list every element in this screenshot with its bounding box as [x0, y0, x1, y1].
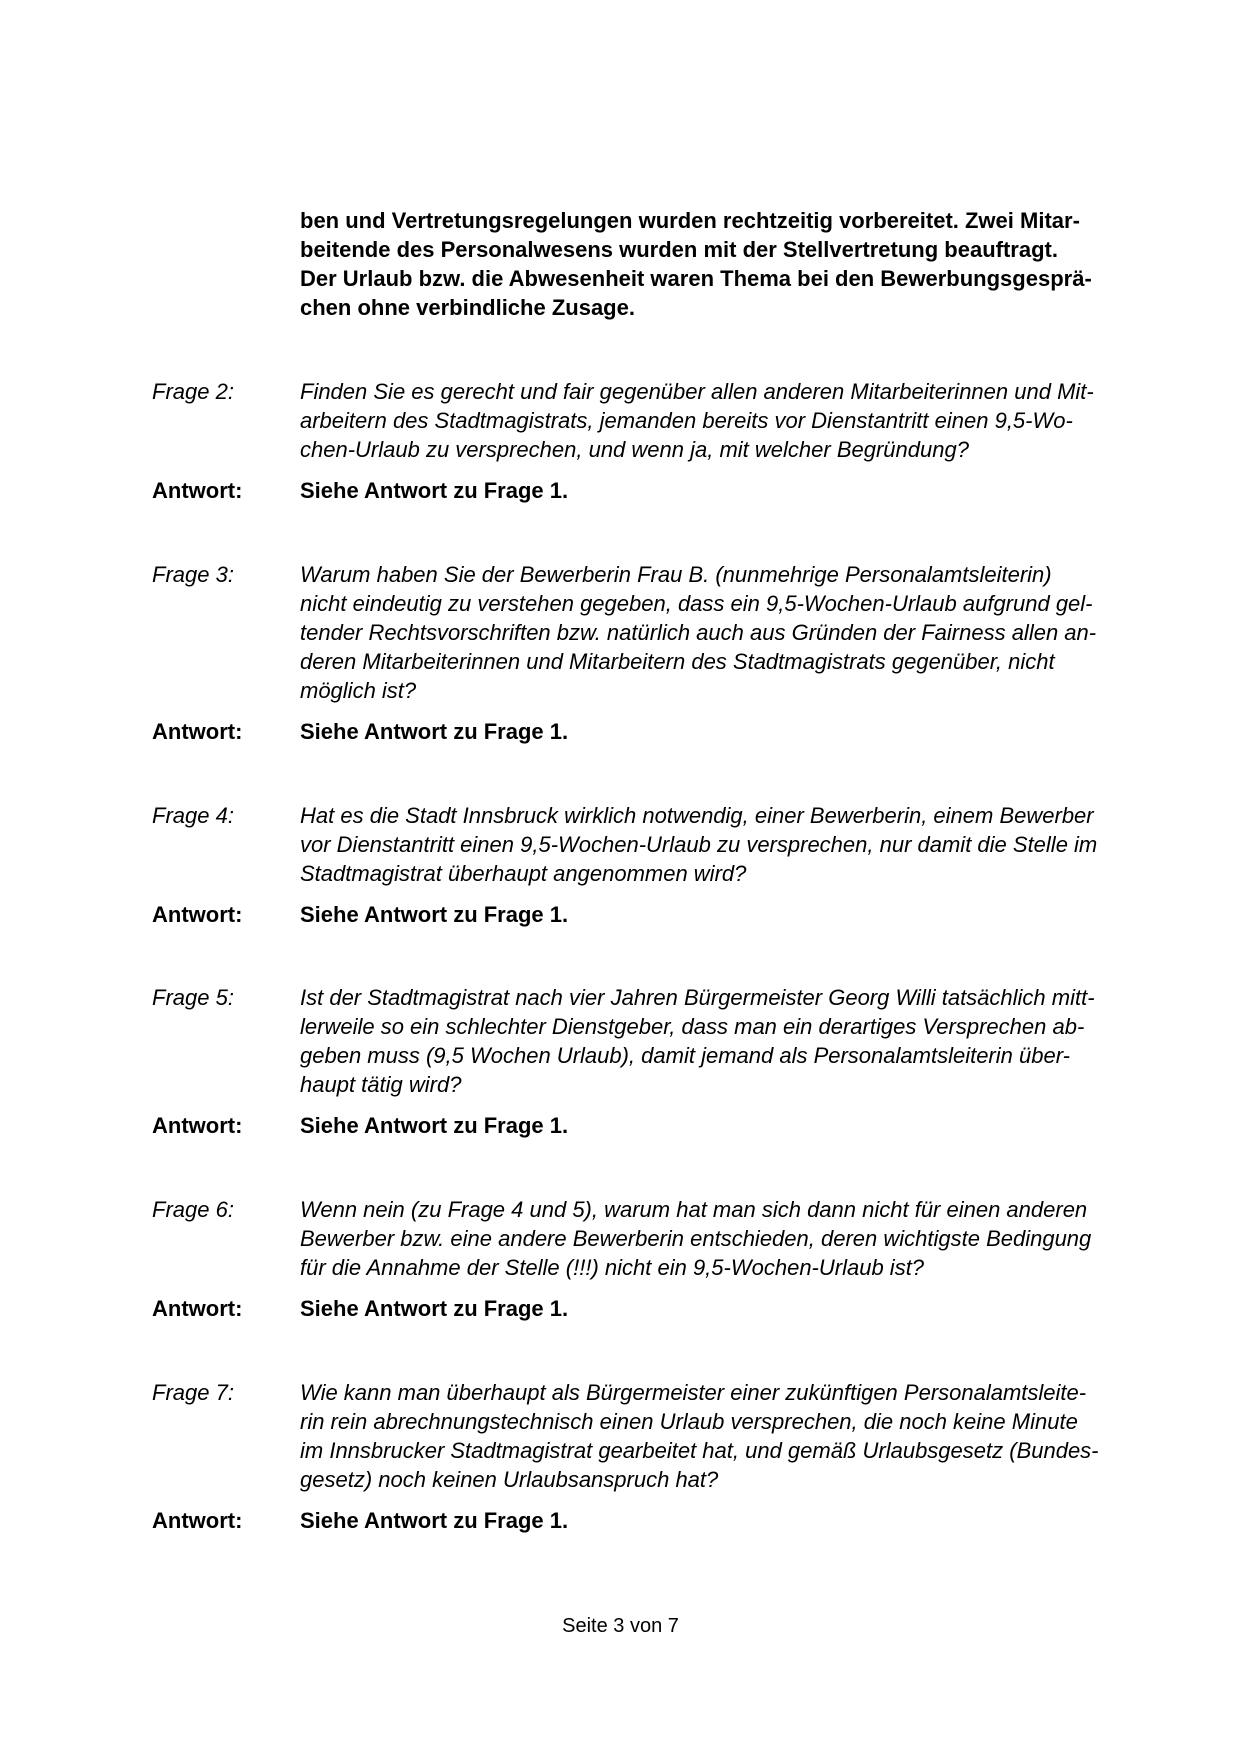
- question-row: [152, 377, 1132, 464]
- question-line: möglich ist?: [300, 678, 417, 703]
- answer-text: Siehe Antwort zu Frage 1.: [300, 902, 569, 927]
- question-line: chen-Urlaub zu versprechen, und wenn ja, mit welcher Begründung?: [300, 437, 969, 462]
- answer-text: Siehe Antwort zu Frage 1.: [300, 1113, 569, 1138]
- question-row: [152, 1378, 1132, 1494]
- answer-label: Antwort:: [152, 902, 243, 927]
- question-line: vor Dienstantritt einen 9,5-Wochen-Urlaub zu versprechen, nur damit die Stelle im: [300, 832, 1098, 857]
- answer-text: Siehe Antwort zu Frage 1.: [300, 1296, 569, 1321]
- answer-row: [152, 1111, 1132, 1140]
- question-line: deren Mitarbeiterinnen und Mitarbeitern des Stadtmagistrats gegenüber, nicht: [300, 649, 1055, 674]
- answer-row: [152, 1294, 1132, 1323]
- question-line: Stadtmagistrat überhaupt angenommen wird?: [300, 861, 747, 886]
- answer-label: Antwort:: [152, 1508, 243, 1533]
- qa-block-frage-3: [152, 560, 1132, 746]
- intro-line: Der Urlaub bzw. die Abwesenheit waren Thema bei den Bewerbungsgesprä-: [300, 266, 1092, 291]
- answer-label: Antwort:: [152, 719, 243, 744]
- answer-label: Antwort:: [152, 1296, 243, 1321]
- intro-paragraph: [300, 206, 1132, 322]
- question-text: [300, 377, 1132, 464]
- intro-line: chen ohne verbindliche Zusage.: [300, 295, 635, 320]
- question-row: [152, 983, 1132, 1099]
- question-line: tender Rechtsvorschriften bzw. natürlich auch aus Gründen der Fairness allen an-: [300, 620, 1097, 645]
- page-number-footer: Seite 3 von 7: [562, 1615, 679, 1637]
- question-line: rin rein abrechnungstechnisch einen Urlaub versprechen, die noch keine Minute: [300, 1409, 1078, 1434]
- question-text: [300, 1195, 1132, 1282]
- question-line: Warum haben Sie der Bewerberin Frau B. (nunmehrige Personalamtsleiterin): [300, 562, 1052, 587]
- question-label: Frage 7:: [152, 1380, 234, 1405]
- qa-block-frage-6: [152, 1195, 1132, 1323]
- answer-row: [152, 900, 1132, 929]
- question-label: Frage 5:: [152, 985, 234, 1010]
- question-row: [152, 1195, 1132, 1282]
- qa-block-frage-5: [152, 983, 1132, 1140]
- question-label: Frage 4:: [152, 803, 234, 828]
- answer-label: Antwort:: [152, 478, 243, 503]
- question-label: Frage 3:: [152, 562, 234, 587]
- question-line: Finden Sie es gerecht und fair gegenüber allen anderen Mitarbeiterinnen und Mit-: [300, 379, 1094, 404]
- question-line: Wie kann man überhaupt als Bürgermeister einer zukünftigen Personalamtsleite-: [300, 1380, 1087, 1405]
- question-line: für die Annahme der Stelle (!!!) nicht ein 9,5-Wochen-Urlaub ist?: [300, 1255, 925, 1280]
- answer-label: Antwort:: [152, 1113, 243, 1138]
- qa-block-frage-4: [152, 801, 1132, 929]
- question-row: [152, 560, 1132, 705]
- intro-line: beitende des Personalwesens wurden mit der Stellvertretung beauftragt.: [300, 237, 1058, 262]
- question-label: Frage 6:: [152, 1197, 234, 1222]
- question-line: im Innsbrucker Stadtmagistrat gearbeitet hat, und gemäß Urlaubsgesetz (Bundes-: [300, 1438, 1099, 1463]
- question-line: lerweile so ein schlechter Dienstgeber, dass man ein derartiges Versprechen ab-: [300, 1014, 1085, 1039]
- answer-row: [152, 717, 1132, 746]
- question-text: [300, 560, 1132, 705]
- qa-block-frage-2: [152, 377, 1132, 505]
- question-line: Bewerber bzw. eine andere Bewerberin entschieden, deren wichtigste Bedingung: [300, 1226, 1092, 1251]
- answer-text: Siehe Antwort zu Frage 1.: [300, 1508, 569, 1533]
- answer-text: Siehe Antwort zu Frage 1.: [300, 478, 569, 503]
- intro-line: ben und Vertretungsregelungen wurden rechtzeitig vorbereitet. Zwei Mitar-: [300, 208, 1080, 233]
- question-text: [300, 1378, 1132, 1494]
- question-line: Wenn nein (zu Frage 4 und 5), warum hat man sich dann nicht für einen anderen: [300, 1197, 1088, 1222]
- qa-block-frage-7: [152, 1378, 1132, 1535]
- question-line: haupt tätig wird?: [300, 1072, 462, 1097]
- answer-row: [152, 1506, 1132, 1535]
- question-line: Ist der Stadtmagistrat nach vier Jahren Bürgermeister Georg Willi tatsächlich mitt-: [300, 985, 1095, 1010]
- question-label: Frage 2:: [152, 379, 234, 404]
- answer-row: [152, 476, 1132, 505]
- question-line: Hat es die Stadt Innsbruck wirklich notwendig, einer Bewerberin, einem Bewerber: [300, 803, 1094, 828]
- question-text: [300, 983, 1132, 1099]
- question-line: geben muss (9,5 Wochen Urlaub), damit jemand als Personalamtsleiterin über-: [300, 1043, 1070, 1068]
- question-line: arbeitern des Stadtmagistrats, jemanden bereits vor Dienstantritt einen 9,5-Wo-: [300, 408, 1073, 433]
- question-row: [152, 801, 1132, 888]
- answer-text: Siehe Antwort zu Frage 1.: [300, 719, 569, 744]
- question-line: nicht eindeutig zu verstehen gegeben, dass ein 9,5-Wochen-Urlaub aufgrund gel-: [300, 591, 1093, 616]
- question-text: [300, 801, 1132, 888]
- question-line: gesetz) noch keinen Urlaubsanspruch hat?: [300, 1467, 719, 1492]
